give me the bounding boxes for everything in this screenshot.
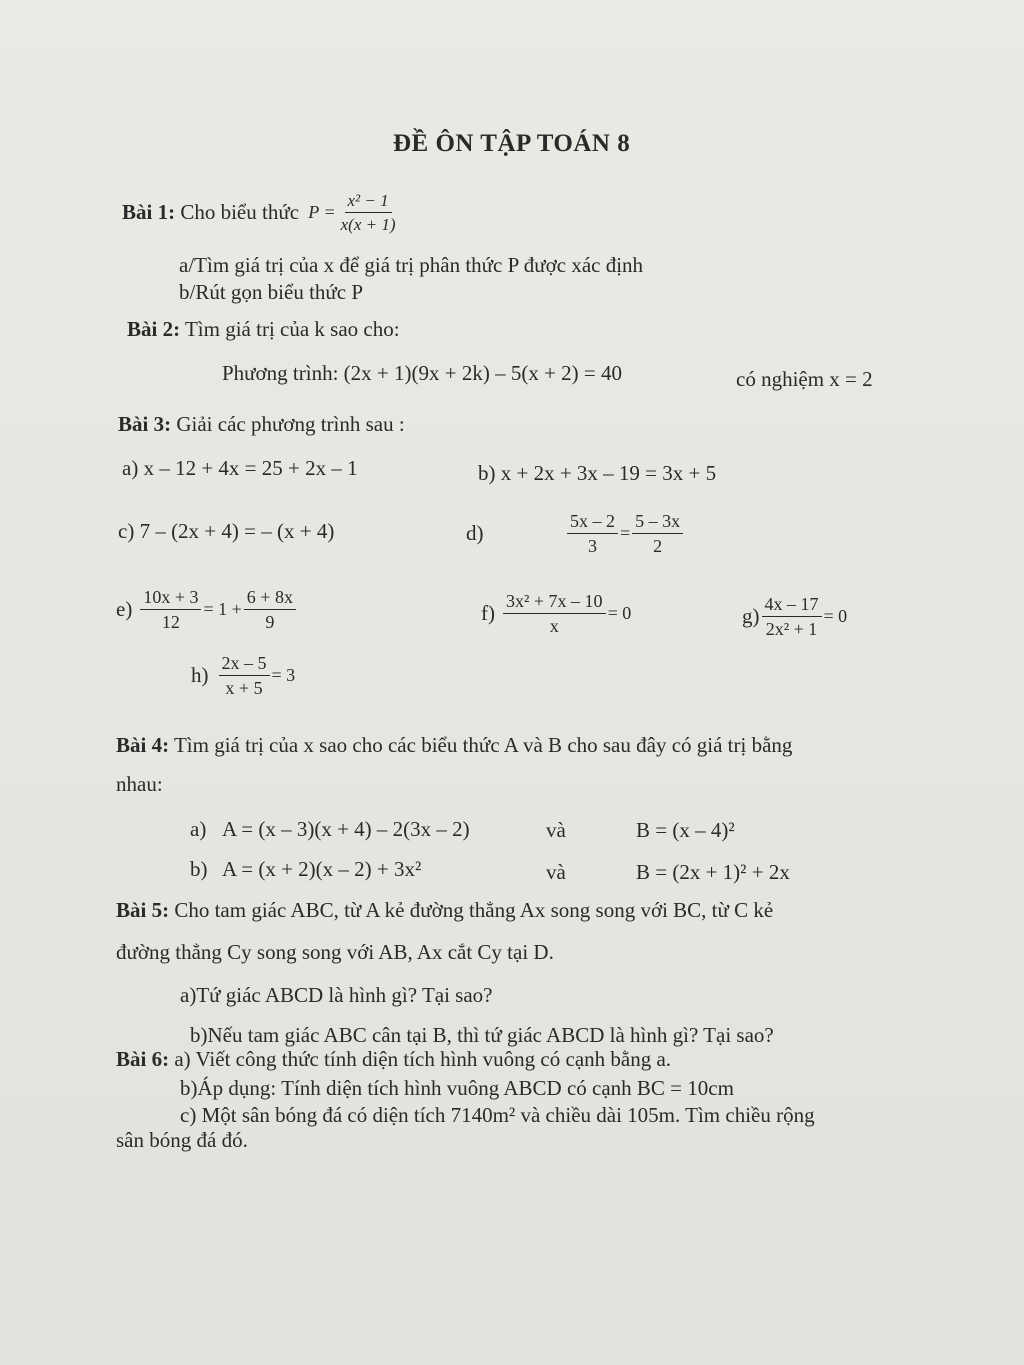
bai3-e-mid: = 1 +: [203, 599, 242, 620]
bai3-h-label: h): [191, 663, 209, 688]
bai4-a-and: và: [546, 818, 566, 842]
bai3-eq-c: c) 7 – (2x + 4) = – (x + 4): [118, 519, 335, 543]
bai3-d-num2: 5 – 3x: [632, 511, 683, 534]
bai3-g-frac: [762, 594, 822, 639]
bai3-d-den1: 3: [588, 535, 597, 556]
bai4-text1: Tìm giá trị của x sao cho các biểu thức A và B cho sau đây có giá trị bằng: [169, 733, 793, 757]
bai3-d-frac-right: [632, 511, 683, 556]
bai3-f-num: 3x² + 7x – 10: [503, 591, 606, 614]
bai3-g-rhs: = 0: [823, 606, 848, 627]
page-title: ĐỀ ÔN TẬP TOÁN 8: [393, 130, 631, 157]
bai4-heading: [116, 733, 792, 758]
bai2-text: Tìm giá trị của k sao cho:: [180, 317, 400, 341]
bai5-label: Bài 5:: [116, 898, 170, 922]
bai5-text2: đường thẳng Cy song song với AB, Ax cắt Cy tại D.: [116, 940, 554, 964]
bai2-heading: [127, 317, 400, 342]
bai4-a-A: A = (x – 3)(x + 4) – 2(3x – 2): [222, 817, 470, 841]
bai3-heading: [118, 412, 405, 437]
bai1-fraction-num: x² − 1: [345, 191, 392, 213]
bai3-f-label: f): [481, 601, 495, 626]
bai4-b-label: b): [190, 857, 208, 881]
bai1-text: Cho biểu thức: [175, 200, 305, 225]
bai6-heading: [116, 1047, 671, 1072]
bai3-e-num1: 10x + 3: [140, 587, 201, 610]
bai1-expr-lhs: P =: [308, 202, 336, 223]
bai3-f-den: x: [549, 615, 559, 636]
bai4-a-label: a): [190, 817, 207, 841]
bai3-f-rhs: = 0: [607, 603, 632, 624]
bai1-fraction: [338, 191, 399, 234]
bai3-h-frac: [219, 653, 270, 698]
bai3-g-den: 2x² + 1: [765, 618, 818, 639]
bai3-e-frac-right: [244, 587, 296, 632]
bai3-text: Giải các phương trình sau :: [171, 412, 405, 436]
bai3-e-frac-left: [140, 587, 201, 632]
bai4-b-and: và: [546, 860, 566, 884]
bai4-b-B: B = (2x + 1)² + 2x: [636, 860, 790, 884]
bai5-part-b: b)Nếu tam giác ABC cân tại B, thì tứ giác ABCD là hình gì? Tại sao?: [190, 1023, 774, 1047]
bai3-h-num: 2x – 5: [219, 653, 270, 676]
bai5-part-a: a)Tứ giác ABCD là hình gì? Tại sao?: [180, 983, 493, 1007]
bai6-part-a: a) Viết công thức tính diện tích hình vuông có cạnh bằng a.: [169, 1047, 672, 1071]
bai1-part-b: b/Rút gọn biểu thức P: [179, 280, 364, 304]
bai3-e-den1: 12: [161, 611, 180, 632]
bai3-h-den: x + 5: [225, 677, 263, 698]
bai3-d-num1: 5x – 2: [567, 511, 618, 534]
bai6-part-b: b)Áp dụng: Tính diện tích hình vuông ABCD có cạnh BC = 10cm: [180, 1076, 734, 1100]
bai3-eq-d-label: d): [466, 521, 484, 545]
bai3-eq-e: [116, 587, 298, 632]
bai3-e-label: e): [116, 597, 133, 622]
bai4-label: Bài 4:: [116, 733, 170, 757]
bai2-equation: Phương trình: (2x + 1)(9x + 2k) – 5(x + 2) = 40: [222, 361, 622, 385]
bai3-g-num: 4x – 17: [762, 594, 822, 617]
bai4-a-B: B = (x – 4)²: [636, 818, 735, 842]
bai5-text1: Cho tam giác ABC, từ A kẻ đường thẳng Ax song song với BC, từ C kẻ: [169, 898, 774, 922]
bai3-d-eq: =: [620, 523, 631, 544]
bai3-d-frac-left: [567, 511, 618, 556]
bai5-heading: [116, 898, 773, 923]
bai1-part-a: a/Tìm giá trị của x để giá trị phân thức P được xác định: [179, 253, 644, 277]
bai2-label: Bài 2:: [127, 317, 181, 341]
bai3-eq-a: a) x – 12 + 4x = 25 + 2x – 1: [122, 456, 358, 480]
bai1-label: Bài 1:: [122, 200, 176, 225]
bai6-part-c: c) Một sân bóng đá có diện tích 7140m² và chiều dài 105m. Tìm chiều rộng: [180, 1103, 815, 1127]
bai6-label: Bài 6:: [116, 1047, 170, 1071]
bai3-h-rhs: = 3: [271, 665, 296, 686]
bai3-label: Bài 3:: [118, 412, 172, 436]
bai4-b-A: A = (x + 2)(x – 2) + 3x²: [222, 857, 422, 881]
bai1-heading: [122, 191, 401, 234]
bai4-text2: nhau:: [116, 772, 163, 796]
bai3-eq-h: [191, 653, 295, 698]
bai3-e-den2: 9: [265, 611, 275, 632]
bai3-g-label: g): [742, 604, 760, 629]
bai1-fraction-den: x(x + 1): [340, 214, 396, 234]
bai2-condition: có nghiệm x = 2: [736, 367, 873, 391]
bai3-eq-g: [742, 594, 847, 639]
bai3-d-den2: 2: [653, 535, 663, 556]
bai3-eq-b: b) x + 2x + 3x – 19 = 3x + 5: [478, 461, 717, 485]
bai6-part-c2: sân bóng đá đó.: [116, 1128, 248, 1152]
bai3-eq-d: [565, 511, 685, 556]
bai3-e-num2: 6 + 8x: [244, 587, 296, 610]
bai3-f-frac: [503, 591, 606, 636]
bai3-eq-f: [481, 591, 631, 636]
